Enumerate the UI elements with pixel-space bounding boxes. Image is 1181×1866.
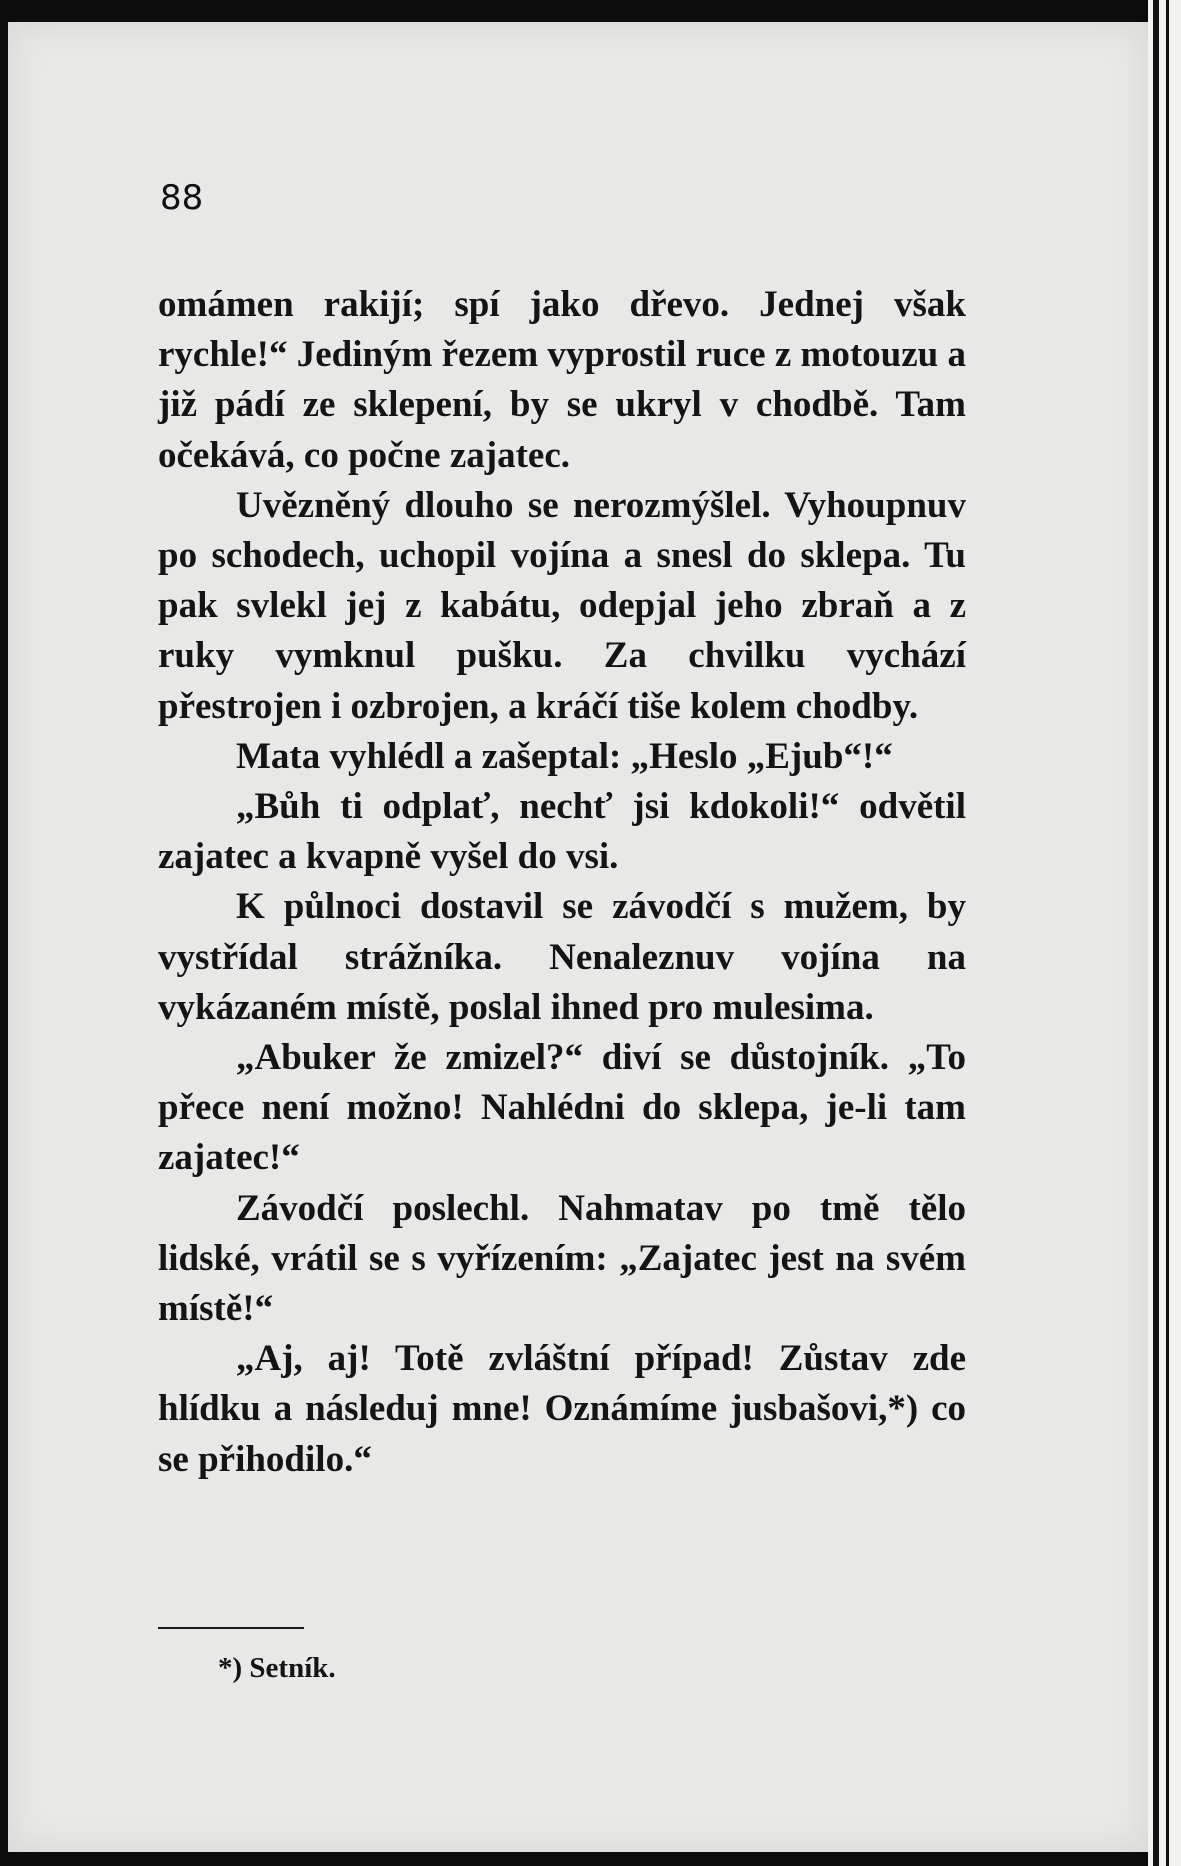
body-text [158,280,966,1485]
footnote: *) Setník. [218,1652,336,1684]
spine-edge-line [1153,0,1159,1866]
paragraph: omámen rakijí; spí jako dřevo. Jednej však rychle!“ Jediným řezem vyprostil ruce z motouzu a již pádí ze sklepení, by se ukryl v chodbě. Tam očekává, co počne zajatec. [158,284,966,476]
paragraph: Mata vyhlédl a zašeptal: „Heslo „Ejub“!“ [236,735,893,777]
paragraph: „Aj, aj! Totě zvláštní případ! Zůstav zde hlídku a následuj mne! Oznámíme jusbašovi,*) co se přihodilo.“ [158,1338,966,1480]
paragraph: „Bůh ti odplať, nechť jsi kdokoli!“ odvětil zajatec a kvapně vyšel do vsi. [158,786,966,878]
spine-edge-line [1166,0,1169,1866]
paragraph: Uvězněný dlouho se nerozmýšlel. Vyhoupnuv po schodech, uchopil vojína a snesl do sklepa. Tu pak svlekl jej z kabátu, odepjal jeho zbraň a z ruky vymknul pušku. Za chvilku vychází přestrojen i ozbrojen, a kráčí tiše kolem chodby. [158,484,966,727]
paragraph: K půlnoci dostavil se závodčí s mužem, by vystřídal strážníka. Nenaleznuv vojína na vykázaném místě, poslal ihned pro mulesima. [158,886,966,1028]
paragraph: Závodčí poslechl. Nahmatav po tmě tělo lidské, vrátil se s vyřízením: „Zajatec jest na svém místě!“ [158,1187,966,1330]
footnote-rule [158,1627,304,1629]
page-number: 88 [160,178,204,218]
paragraph: „Abuker že zmizel?“ diví se důstojník. „To přece není možno! Nahlédni do sklepa, je-li tam zajatec!“ [158,1037,966,1179]
